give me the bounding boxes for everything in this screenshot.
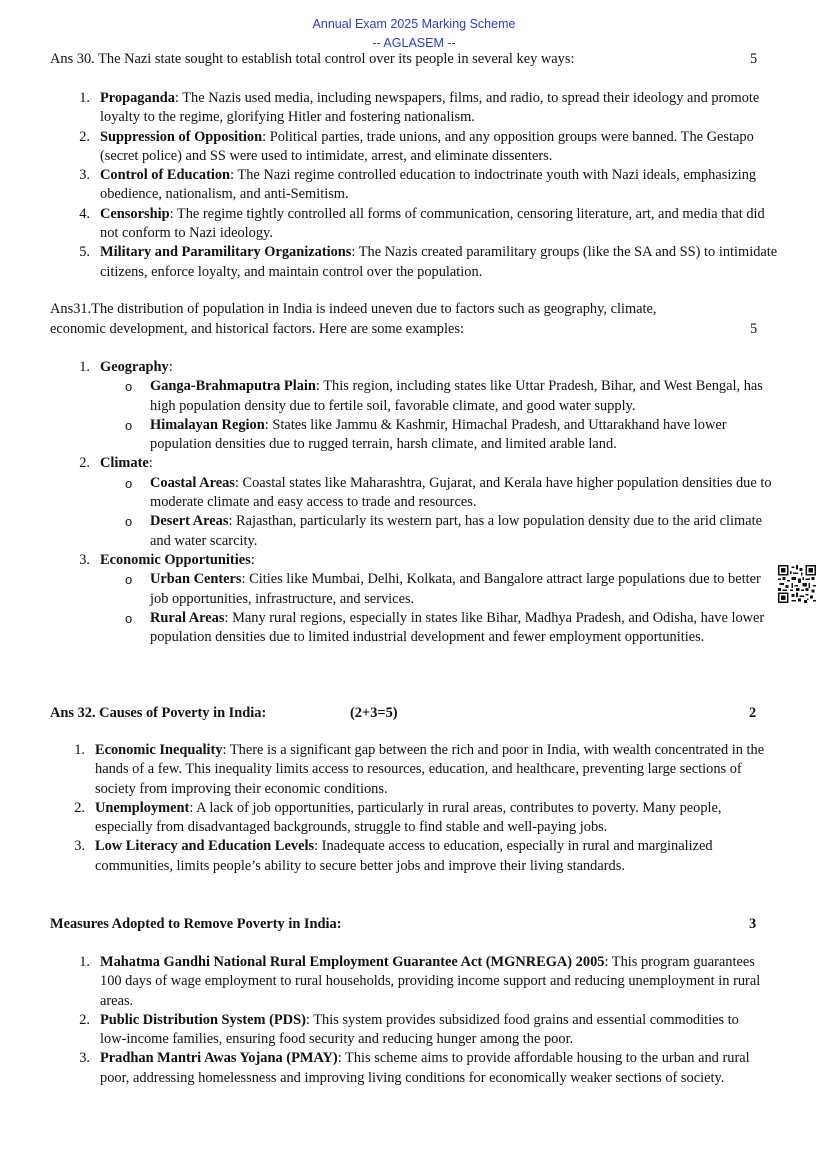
list-item: 2. Public Distribution System (PDS): This system provides subsidized food grains and essential commodities to low-income families, ensuring food security and reducing hunger among the poor.	[79, 1011, 739, 1048]
sub-list	[125, 474, 780, 551]
ans31-marks: 5	[750, 321, 758, 337]
measures-marks: 3	[749, 916, 757, 932]
ans32-marks: 2	[749, 705, 757, 721]
ans30-list	[79, 89, 780, 282]
list-item: o Himalayan Region: States like Jammu & Kashmir, Himachal Pradesh, and Uttarakhand have lower population densities due to rugged terrain, harsh climate, and limited arable land.	[125, 416, 727, 453]
list-item: o Ganga-Brahmaputra Plain: This region, including states like Uttar Pradesh, Bihar, and West Bengal, has high population density due to fertile soil, favorable climate, and good water supply.	[125, 378, 763, 414]
list-item: 4. Censorship: The regime tightly controlled all forms of communication, censoring literature, art, and media that did not conform to Nazi ideology.	[79, 205, 765, 242]
list-item: 3. Pradhan Mantri Awas Yojana (PMAY): This scheme aims to provide affordable housing to the urban and rural poor, addressing homelessness and improving living conditions for economically weaker sections of society.	[79, 1050, 750, 1086]
ans32-heading: Ans 32. Causes of Poverty in India:	[50, 705, 267, 721]
list-item: 3. Low Literacy and Education Levels: Inadequate access to education, especially in rural and marginalized communities, limits people’s ability to secure better jobs and improve their living standards.	[74, 838, 713, 874]
ans30-marks: 5	[750, 51, 758, 67]
list-item: o Rural Areas: Many rural regions, especially in states like Bihar, Madhya Pradesh, and Odisha, have lower population densities due to limited industrial development and fewer employment opportunities.	[125, 609, 765, 646]
list-item: 2. Unemployment: A lack of job opportunities, particularly in rural areas, contributes to poverty. Many people, especially from disadvantaged backgrounds, struggle to find stable and well-paying jobs.	[74, 799, 722, 836]
qr-code-icon	[778, 565, 816, 603]
site-label: -- AGLASEM --	[372, 36, 456, 50]
list-item: 3. Control of Education: The Nazi regime controlled education to indoctrinate youth with Nazi ideals, emphasizing obedience, nationalism, and anti-Semitism.	[79, 167, 757, 203]
ans30-intro: Ans 30. The Nazi state sought to establish total control over its people in several key ways:	[50, 51, 575, 67]
list-item: 2. Climate: o Coastal Areas: Coastal states like Maharashtra, Gujarat, and Kerala have higher population densities due to moderate climate and easy access to trade and resources. o Desert Areas: Rajasthan, particularly its western part, has a low population density due to the arid climate and water scarcity.	[100, 454, 780, 550]
list-item: 1. Economic Inequality: There is a significant gap between the rich and poor in India, with wealth concentrated in the hands of a few. This inequality limits access to resources, education, and healthcare, preventing large sections of society from improving their economic conditions.	[74, 742, 765, 797]
list-item: o Desert Areas: Rajasthan, particularly its western part, has a low population density due to the arid climate and water scarcity.	[125, 513, 762, 549]
ans32-list	[74, 741, 765, 876]
ans31-intro-line2: economic development, and historical factors. Here are some examples:	[50, 321, 464, 337]
sub-list	[125, 570, 780, 647]
list-item: 1. Geography: o Ganga-Brahmaputra Plain: This region, including states like Uttar Pradesh, Bihar, and West Bengal, has high population density due to fertile soil, favorable climate, and good water supply. o Himalayan Region: States like Jammu & Kashmir, Himachal Pradesh, and Uttarakhand have lower population densities due to rugged terrain, harsh climate, and limited arable land.	[100, 358, 780, 454]
list-item: o Urban Centers: Cities like Mumbai, Delhi, Kolkata, and Bangalore attract large populations due to better job opportunities, infrastructure, and services.	[125, 571, 761, 607]
sub-list	[125, 377, 780, 454]
measures-list	[79, 953, 765, 1088]
ans32-split: (2+3=5)	[350, 705, 398, 721]
list-item: 2. Suppression of Opposition: Political parties, trade unions, and any opposition groups were banned. The Gestapo (secret police) and SS were used to intimidate, arrest, and eliminate dissenters.	[79, 128, 754, 164]
list-item: 5. Military and Paramilitary Organizations: The Nazis created paramilitary groups (like the SA and SS) to intimidate citizens, enforce loyalty, and maintain control over the population.	[79, 244, 778, 280]
list-item: 1. Mahatma Gandhi National Rural Employment Guarantee Act (MGNREGA) 2005: This program guarantees 100 days of wage employment to rural households, providing income support and reducing unemployment in rural areas.	[79, 954, 761, 1009]
ans31-intro-line1: Ans31.The distribution of population in India is indeed uneven due to factors such as geography, climate,	[50, 301, 657, 317]
watermark-title: Annual Exam 2025 Marking Scheme	[312, 17, 516, 31]
list-item: o Coastal Areas: Coastal states like Maharashtra, Gujarat, and Kerala have higher population densities due to moderate climate and easy access to trade and resources.	[125, 474, 772, 511]
measures-heading: Measures Adopted to Remove Poverty in India:	[50, 916, 342, 932]
ans31-list	[79, 358, 780, 647]
list-item: 1. Propaganda: The Nazis used media, including newspapers, films, and radio, to spread their ideology and promote loyalty to the regime, glorifying Hitler and fostering nationalism.	[79, 90, 760, 126]
list-item: 3. Economic Opportunities: o Urban Centers: Cities like Mumbai, Delhi, Kolkata, and Bangalore attract large populations due to better job opportunities, infrastructure, and services. o Rural Areas: Many rural regions, especially in states like Bihar, Madhya Pradesh, and Odisha, have lower population densities due to limited industrial development and fewer employment opportunities.	[100, 551, 780, 647]
